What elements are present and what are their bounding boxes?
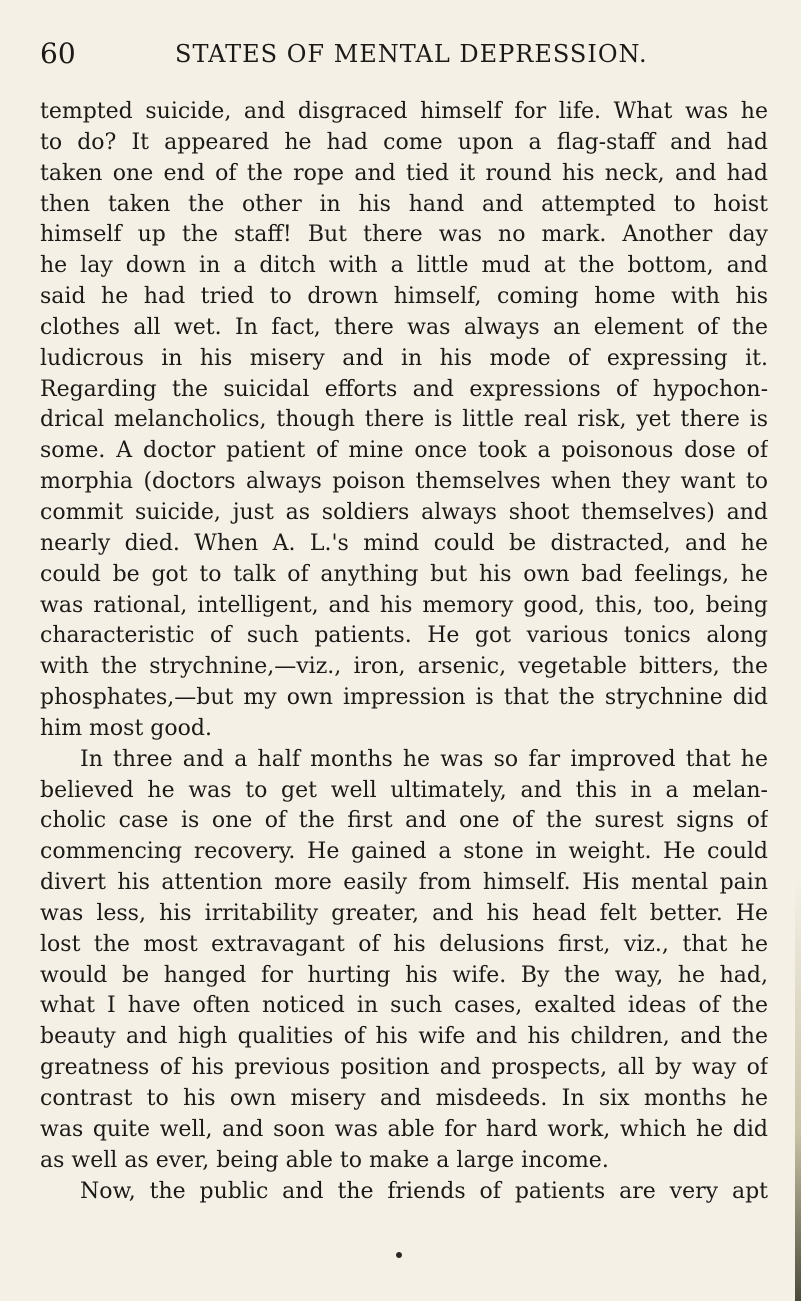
text-line: cholic case is one of the first and one of the surest signs of xyxy=(40,808,768,834)
text-line: commencing recovery. He gained a stone in weight. He could xyxy=(40,839,768,865)
text-line: as well as ever, being able to make a large income. xyxy=(40,1147,609,1173)
text-line: said he had tried to drown himself, coming home with his xyxy=(40,284,768,310)
page-number: 60 xyxy=(40,37,76,70)
text-line: commit suicide, just as soldiers always shoot themselves) and xyxy=(40,499,768,525)
text-line: could be got to talk of anything but his own bad feelings, he xyxy=(40,561,768,587)
text-line: taken one end of the rope and tied it round his neck, and had xyxy=(40,160,768,186)
text-line: what I have often noticed in such cases, exalted ideas of the xyxy=(40,993,768,1019)
text-line: In three and a half months he was so far improved that he xyxy=(80,746,768,772)
text-line: Now, the public and the friends of patients are very apt xyxy=(80,1178,768,1204)
text-line: contrast to his own misery and misdeeds. In six months he xyxy=(40,1086,768,1111)
text-line: with the strychnine,—viz., iron, arsenic, vegetable bitters, the xyxy=(40,654,768,680)
print-speck xyxy=(396,1252,402,1258)
page-header xyxy=(40,34,760,74)
text-line: morphia (doctors always poison themselves when they want to xyxy=(40,469,768,495)
text-line: drical melancholics, though there is little real risk, yet there is xyxy=(40,407,768,433)
text-line: then taken the other in his hand and attempted to hoist xyxy=(40,191,768,217)
text-line: him most good. xyxy=(40,715,212,741)
text-line: greatness of his previous position and prospects, all by way of xyxy=(40,1055,768,1081)
text-line: lost the most extravagant of his delusions first, viz., that he xyxy=(40,931,768,957)
text-line: divert his attention more easily from himself. His mental pain xyxy=(40,870,768,896)
text-line: some. A doctor patient of mine once took a poisonous dose of xyxy=(40,438,768,464)
text-line: would be hanged for hurting his wife. By the way, he had, xyxy=(40,962,768,988)
text-line: characteristic of such patients. He got various tonics along xyxy=(40,623,768,649)
text-line: beauty and high qualities of his wife and his children, and the xyxy=(40,1024,768,1050)
text-line: he lay down in a ditch with a little mud at the bottom, and xyxy=(40,253,768,279)
text-line: was less, his irritability greater, and his head felt better. He xyxy=(40,900,768,926)
body-text xyxy=(40,97,768,1207)
text-line: tempted suicide, and disgraced himself for life. What was he xyxy=(40,99,768,124)
text-line: nearly died. When A. L.'s mind could be distracted, and he xyxy=(40,530,768,556)
text-line: believed he was to get well ultimately, and this in a melan- xyxy=(40,777,768,803)
text-line: clothes all wet. In fact, there was always an element of the xyxy=(40,314,768,340)
text-line: to do? It appeared he had come upon a flag-staff and had xyxy=(40,129,768,155)
running-head: STATES OF MENTAL DEPRESSION. xyxy=(175,40,648,68)
text-line: Regarding the suicidal efforts and expressions of hypochon- xyxy=(40,376,768,402)
text-line: ludicrous in his misery and in his mode of expressing it. xyxy=(40,345,768,371)
text-line: himself up the staff! But there was no mark. Another day xyxy=(40,222,768,248)
page-edge-shadow xyxy=(795,880,801,1301)
text-line: was rational, intelligent, and his memory good, this, too, being xyxy=(40,592,768,618)
text-line: phosphates,—but my own impression is that the strychnine did xyxy=(40,685,768,711)
text-line: was quite well, and soon was able for hard work, which he did xyxy=(40,1116,768,1142)
